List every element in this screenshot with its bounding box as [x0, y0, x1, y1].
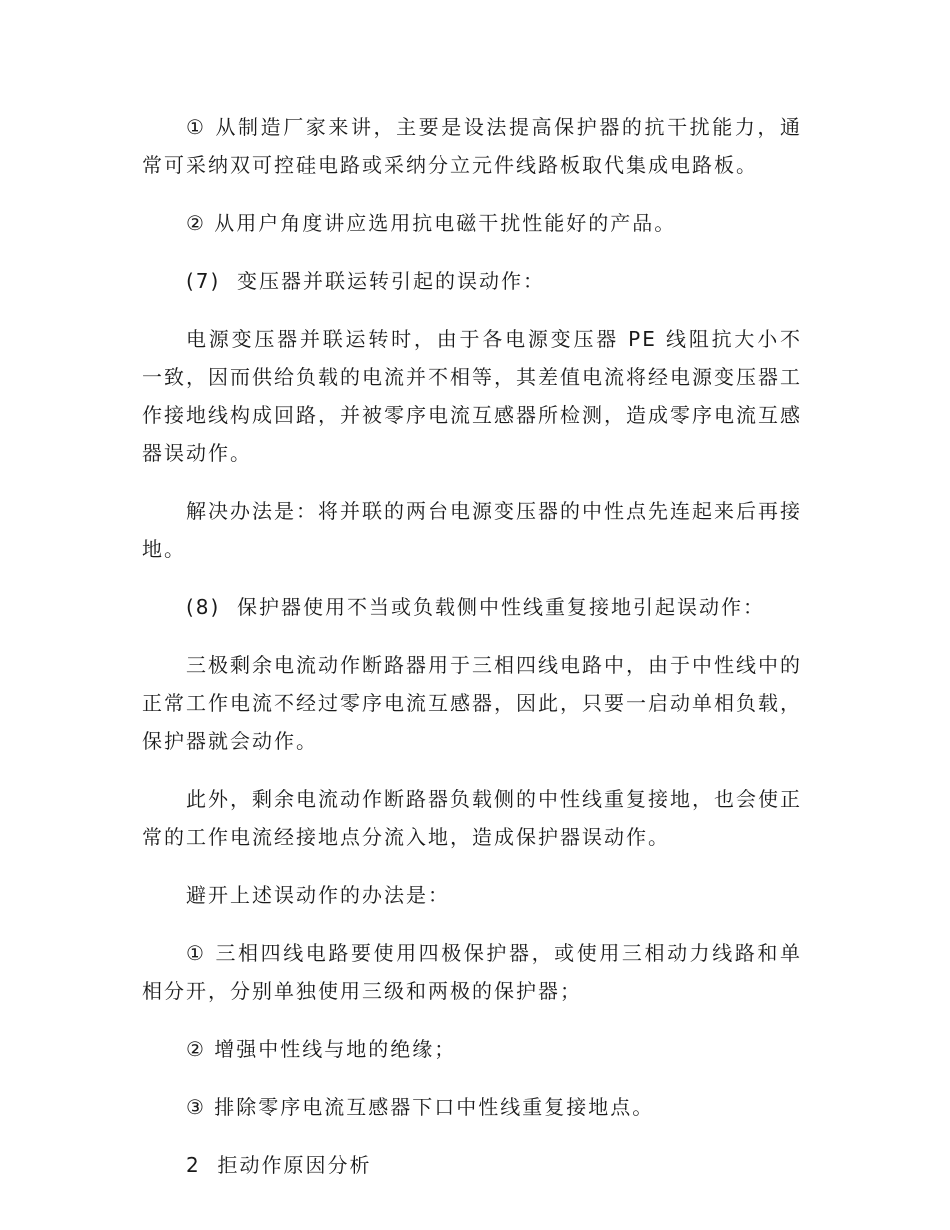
paragraph-neutral-regrounding: 此外，剩余电流动作断路器负载侧的中性线重复接地，也会使正常的工作电流经接地点分流入地，造成保护器误动作。	[142, 787, 802, 849]
list-item-2: ② 增强中性线与地的绝缘；	[186, 1037, 457, 1061]
paragraph-transformer-parallel: 电源变压器并联运转时，由于各电源变压器 PE 线阻抗大小不一致，因而供给负载的电流并不相等，其差值电流将经电源变压器工作接地线构成回路，并被零序电流互感器所检测，造成零序电流互感器误动作。	[142, 327, 802, 465]
paragraph-manufacturer-measure: ① 从制造厂家来讲，主要是设法提高保护器的抗干扰能力，通常可采纳双可控硅电路或采纳分立元件线路板取代集成电路板。	[142, 115, 802, 177]
paragraph-user-measure: ② 从用户角度讲应选用抗电磁干扰性能好的产品。	[186, 211, 677, 235]
heading-item-8: (8) 保护器使用不当或负载侧中性线重复接地引起误动作：	[186, 595, 766, 619]
section-heading-2: 2 拒动作原因分析	[186, 1153, 372, 1177]
list-item-3: ③ 排除零序电流互感器下口中性线重复接地点。	[186, 1095, 655, 1119]
paragraph-three-pole-breaker: 三极剩余电流动作断路器用于三相四线电路中，由于中性线中的正常工作电流不经过零序电流互感器，因此，只要一启动单相负载，保护器就会动作。	[142, 653, 802, 753]
list-item-1: ① 三相四线电路要使用四极保护器，或使用三相动力线路和单相分开，分别单独使用三级和两极的保护器；	[142, 941, 802, 1003]
paragraph-solution: 解决办法是：将并联的两台电源变压器的中性点先连起来后再接地。	[142, 499, 802, 561]
heading-item-7: (7) 变压器并联运转引起的误动作：	[186, 269, 546, 293]
document-body	[142, 108, 802, 1204]
paragraph-avoidance-intro: 避开上述误动作的办法是：	[186, 883, 450, 907]
